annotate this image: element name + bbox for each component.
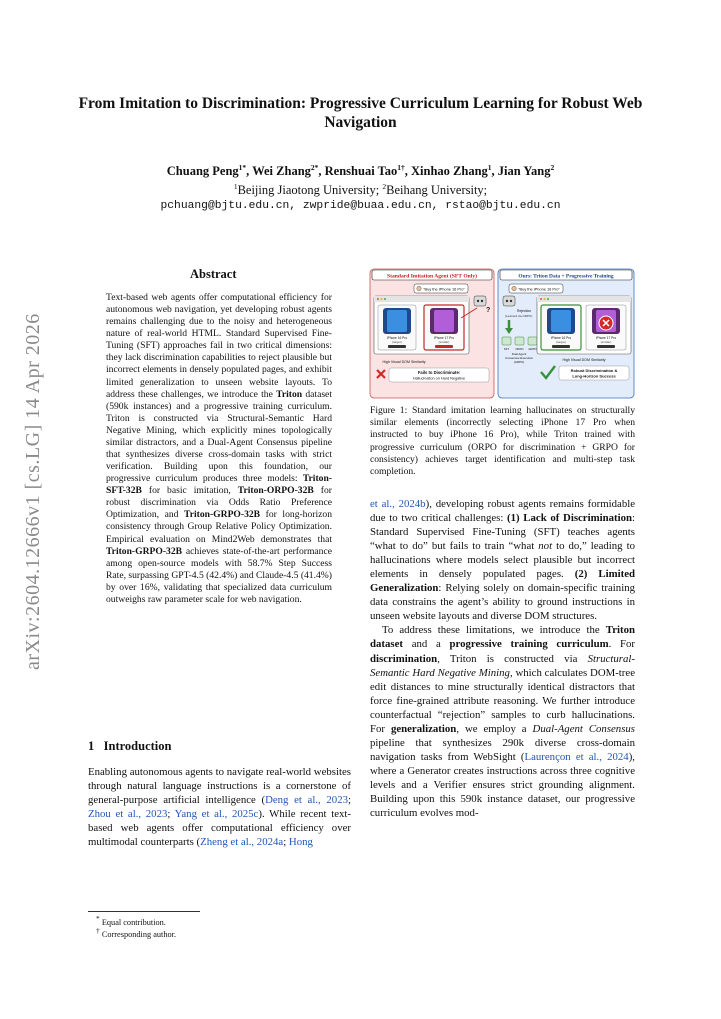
window-dot-icon bbox=[377, 298, 379, 300]
text-run: achieves state-of-the-art performance among open-source models with 58.7% Step Success Rate, surpassing GPT-4.5 (42.4%) and Claude-4.5 (41.4%) by over 16%, validating that specialized data curriculum outweighs raw parameter scale for web navigation. bbox=[106, 545, 332, 605]
text-run: for robust discrimination via Odds Ratio Preference Optimization, and bbox=[106, 485, 332, 521]
text-run: not bbox=[538, 540, 553, 553]
citation-link[interactable]: Laurençon et al., 2024 bbox=[524, 750, 629, 763]
text-run: (1) Lack of Discrimination bbox=[507, 512, 632, 525]
add-to-cart-button bbox=[552, 345, 570, 348]
step-label: GRPO bbox=[528, 347, 537, 351]
left-similarity-label: High Visual DOM Similarity bbox=[382, 360, 426, 364]
robot-eye-icon bbox=[477, 300, 479, 302]
citation-link[interactable]: Hong bbox=[288, 836, 313, 849]
text-run: . For bbox=[608, 638, 635, 651]
affiliations bbox=[70, 179, 651, 198]
text-run: (2) Limited Generalization bbox=[370, 568, 635, 595]
aff-mark: 1 bbox=[233, 182, 238, 192]
rejection-label: Rejection bbox=[517, 309, 532, 313]
window-dot-icon bbox=[381, 298, 383, 300]
intro-paragraph bbox=[88, 765, 351, 850]
left-panel-title: Standard Imitation Agent (SFT Only) bbox=[386, 273, 478, 280]
text-run: Triton-SFT-32B bbox=[106, 473, 332, 497]
author-name: Chuang Peng bbox=[166, 164, 239, 179]
author-mark: 1 bbox=[487, 163, 492, 172]
product-tag: (similar) bbox=[600, 340, 612, 344]
phone-screen bbox=[434, 310, 454, 332]
right-success-title: Robust Discrimination & bbox=[570, 368, 618, 373]
question-mark: ? bbox=[486, 307, 491, 314]
add-to-cart-button bbox=[435, 345, 453, 348]
section-number: 1 bbox=[88, 739, 95, 753]
citation-link[interactable]: Zhou et al., 2023 bbox=[88, 808, 168, 821]
author-name: Renshuai Tao bbox=[324, 164, 398, 179]
author-block bbox=[70, 160, 651, 214]
footnote-corresponding bbox=[96, 926, 176, 940]
text-run: Dual-Agent Consensus bbox=[532, 722, 636, 735]
robot-eye-icon bbox=[481, 300, 483, 302]
text-run: pipeline that synthesizes 290k diverse cross-domain navigation tasks from WebSight ( bbox=[370, 736, 635, 763]
footnote-mark: * bbox=[96, 914, 100, 923]
product-tag: (target) bbox=[392, 340, 402, 344]
text-run: ), where a Generator creates instructions across three cognitive levels and a Verifier ensures strict grounding alignment. Building upon this 590k instance dataset, our progressive curriculum evolves mod- bbox=[370, 750, 635, 820]
footnote-text: Corresponding author. bbox=[99, 929, 177, 939]
affiliation: Beihang University; bbox=[386, 183, 488, 198]
user-icon bbox=[417, 286, 421, 290]
grpo-step-box bbox=[528, 337, 537, 345]
citation-link[interactable]: Zheng et al., 2024a bbox=[200, 836, 284, 849]
footnote-text: Equal contribution. bbox=[99, 917, 166, 927]
author-name: Wei Zhang bbox=[252, 164, 311, 179]
paragraph bbox=[370, 623, 635, 820]
right-panel-title: Ours: Triton Data + Progressive Training bbox=[518, 273, 614, 280]
citation-link[interactable]: et al., 2024b bbox=[370, 498, 426, 510]
product-tag: (similar) bbox=[438, 340, 450, 344]
text-run: ). While recent text-based web agents offer computational efficiency over multimodal counterparts ( bbox=[88, 808, 352, 849]
footnote-mark: † bbox=[96, 926, 100, 935]
text-run: : Relying solely on domain-specific training data constrains the agent’s ability to ground instructions in unseen website layouts and diverse DOM structures. bbox=[370, 582, 635, 623]
citation-link[interactable]: Deng et al., 2023 bbox=[265, 794, 349, 807]
consensus-label: (GRPO) bbox=[513, 360, 525, 364]
text-run: Triton dataset bbox=[370, 624, 635, 651]
text-run: , which calculates DOM-tree edit distances to mine structurally identical distractors that force fine-grained attribute reasoning. We further introduce counterfactual “rejection” samples to curb hallucinations. For bbox=[370, 666, 635, 735]
text-run: Triton-GRPO-32B bbox=[106, 545, 183, 557]
product-name: iPhone 16 Pro bbox=[386, 336, 408, 340]
user-icon bbox=[512, 286, 516, 290]
step-label: ORPO bbox=[515, 347, 524, 351]
author-names: Chuang Peng$^{1*}$, Wei Zhang$^{2*}$, Renshuai Tao$^{1\dagger}$, Xinhao Zhang$^1$, Jian Yang$^2$ bbox=[166, 163, 555, 179]
right-column-text bbox=[370, 497, 635, 820]
browser-toolbar bbox=[374, 296, 469, 302]
left-fail-detail: Hallucination on Hard Negative bbox=[412, 376, 466, 381]
left-instruction-text: "Buy the iPhone 16 Pro" bbox=[423, 286, 465, 292]
right-similarity-label: High Visual DOM Similarity bbox=[562, 358, 606, 362]
text-run: to do,” leading to hallucinations where models select plausible but incorrect elements in densely populated pages. bbox=[370, 540, 635, 581]
section-title: Introduction bbox=[103, 739, 172, 753]
author-name: Jian Yang bbox=[497, 164, 551, 179]
window-dot-icon bbox=[544, 298, 546, 300]
section-heading-introduction bbox=[88, 739, 171, 754]
text-run: progressive training curriculum bbox=[449, 638, 609, 651]
robot-icon bbox=[503, 296, 515, 306]
step-label: SFT bbox=[503, 347, 510, 351]
sft-step-box bbox=[502, 337, 511, 345]
robot-eye-icon bbox=[510, 300, 512, 302]
window-dot-icon bbox=[547, 298, 549, 300]
add-to-cart-button bbox=[597, 345, 615, 348]
text-run: ; bbox=[283, 836, 289, 849]
add-to-cart-button bbox=[388, 345, 406, 348]
text-run: Enabling autonomous agents to navigate real-world websites through natural language instructions is a cornerstone of general-purpose artificial intelligence ( bbox=[88, 766, 351, 807]
author-emails: pchuang@bjtu.edu.cn, zwpride@buaa.edu.cn, rstao@bjtu.edu.cn bbox=[160, 200, 561, 213]
browser-toolbar bbox=[537, 296, 631, 302]
text-run: ; bbox=[348, 794, 352, 807]
text-run: for long-horizon consistency through Group Relative Policy Optimization. Empirical evaluation on Mind2Web demonstrates that bbox=[106, 509, 332, 545]
figure-caption: Figure 1: Standard imitation learning hallucinates on structurally similar elements (incorrectly selecting iPhone 17 Pro when instructed to buy iPhone 16 Pro), while Triton trained with progressive curriculum (ORPO for discrimination + GRPO for consistency) achieves target identification and multi-step task completion. bbox=[370, 405, 635, 478]
author-mark: 1† bbox=[397, 163, 405, 172]
text-run: and a bbox=[403, 638, 450, 651]
text-run: , we employ a bbox=[456, 722, 533, 735]
orpo-step-box bbox=[515, 337, 524, 345]
text-run: dataset (590k instances) and a progressive training curriculum. Triton is constructed via Structural-Semantic Hard Negative Mining, which explicitly mines topologically similar distractors, and a Dual-Agent Consensus pipeline that synthesizes diverse cross-domain tasks with strict verification. Building upon this foundation, our progressive curriculum produces three models: bbox=[106, 388, 332, 485]
text-run: : Standard Supervised Fine-Tuning (SFT) teaches agents “what to do” but fails to train “what bbox=[370, 512, 635, 553]
window-dot-icon bbox=[384, 298, 386, 300]
citation-link[interactable]: Yang et al., 2025c bbox=[174, 808, 259, 821]
window-dot-icon bbox=[540, 298, 542, 300]
left-fail-title: Fails to Discriminate: bbox=[417, 370, 461, 375]
paper-title: From Imitation to Discrimination: Progressive Curriculum Learning for Robust Web Navigation bbox=[78, 95, 643, 131]
footnote-rule bbox=[88, 911, 200, 912]
abstract-heading: Abstract bbox=[190, 267, 237, 281]
right-instruction-text: "Buy the iPhone 16 Pro" bbox=[518, 286, 560, 292]
text-run: for basic imitation, bbox=[141, 485, 238, 497]
right-success-title: Long-Horizon Success bbox=[572, 373, 616, 379]
paragraph bbox=[370, 497, 635, 623]
author-mark: 1* bbox=[238, 163, 247, 172]
aff-mark: 2 bbox=[382, 182, 387, 192]
product-name: iPhone 17 Pro bbox=[433, 336, 455, 340]
text-run: To address these limitations, we introduce the bbox=[382, 624, 606, 637]
text-run: , Triton is constructed via bbox=[437, 652, 588, 665]
consensus-label: Consensus Execution bbox=[505, 356, 533, 360]
figure-1 bbox=[369, 268, 635, 399]
author-mark: 2* bbox=[310, 163, 319, 172]
abstract-text bbox=[106, 292, 332, 606]
text-run: Text-based web agents offer computational efficiency for autonomous web navigation, yet developing robust agents remains challenging due to the noisy and heterogeneous nature of real-world HTML. Standard Supervised Fine-Tuning (SFT) approaches fail in two critical dimensions: they lack discrimination capabilities to reject plausible but incorrect elements in densely populated pages, and exhibit limited generalization to unseen website layouts. To address these challenges, we introduce the bbox=[106, 292, 332, 400]
text-run: ), developing robust agents remains formidable due to two critical challenges: bbox=[370, 498, 636, 525]
arxiv-stamp: arXiv:2604.12666v1 [cs.LG] 14 Apr 2026 bbox=[22, 313, 44, 670]
text-run: ; bbox=[167, 808, 175, 821]
text-run: generalization bbox=[390, 722, 457, 735]
rejection-sublabel: (Learned via ORPO) bbox=[505, 314, 533, 318]
author-mark: 2 bbox=[550, 163, 555, 172]
text-run: discrimination bbox=[370, 652, 438, 665]
robot-icon bbox=[474, 296, 486, 306]
phone-screen bbox=[551, 310, 571, 332]
product-tag: (target) bbox=[556, 340, 566, 344]
consensus-label: Dual-Agent bbox=[511, 352, 527, 356]
robot-eye-icon bbox=[506, 300, 508, 302]
product-name: iPhone 16 Pro bbox=[550, 336, 572, 340]
text-run: Structural-Semantic Hard Negative Mining bbox=[370, 652, 635, 679]
phone-screen bbox=[387, 310, 407, 332]
text-run: Triton-ORPO-32B bbox=[237, 485, 314, 497]
product-name: iPhone 17 Pro bbox=[595, 336, 617, 340]
text-run: Triton bbox=[276, 388, 303, 400]
author-name: Xinhao Zhang bbox=[411, 164, 488, 179]
text-run: Triton-GRPO-32B bbox=[184, 509, 261, 521]
affiliation: Beijing Jiaotong University; bbox=[237, 183, 380, 198]
